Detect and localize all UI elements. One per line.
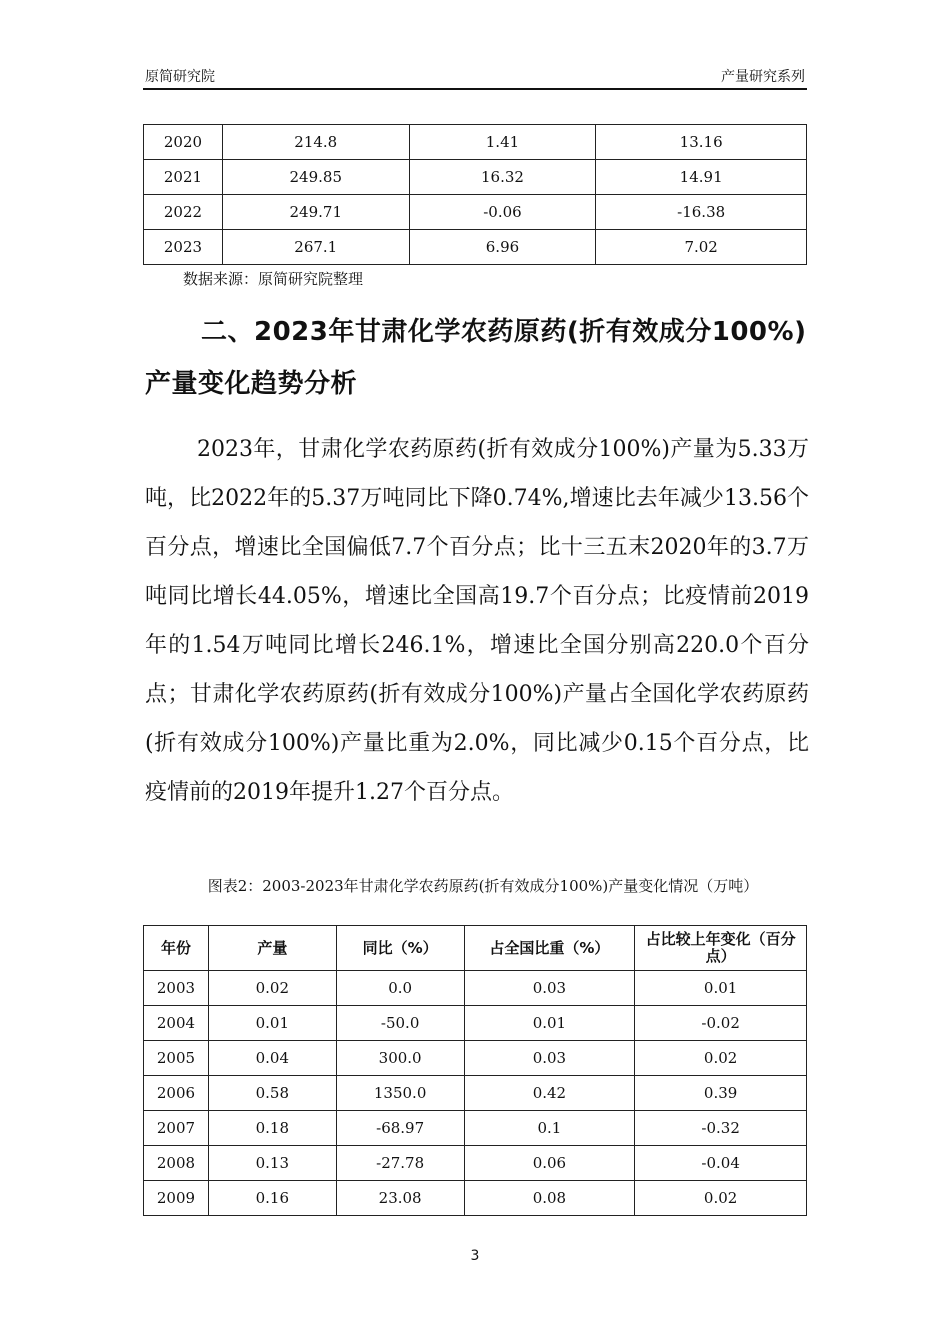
table-cell: 2007 — [144, 1111, 209, 1146]
header-right: 产量研究系列 — [721, 69, 805, 85]
table-row — [144, 1111, 807, 1146]
table-cell: 0.16 — [208, 1181, 336, 1216]
table-cell: 2006 — [144, 1076, 209, 1111]
table-row — [144, 1006, 807, 1041]
production-table — [143, 925, 807, 1216]
table-cell: 2004 — [144, 1006, 209, 1041]
table-cell: 7.02 — [596, 230, 807, 265]
table-cell: 0.1 — [464, 1111, 635, 1146]
table-cell: 0.03 — [464, 1041, 635, 1076]
table-cell: -0.04 — [635, 1146, 807, 1181]
table-row — [144, 230, 807, 265]
column-header: 占全国比重（%） — [464, 926, 635, 971]
column-header: 年份 — [144, 926, 209, 971]
table-cell: 0.02 — [635, 1041, 807, 1076]
table-row — [144, 971, 807, 1006]
body-paragraph: 2023年，甘肃化学农药原药(折有效成分100%)产量为5.33万吨，比2022年的5.37万吨同比下降0.74%,增速比去年减少13.56个百分点，增速比全国偏低7.7个百分点；比十三五末2020年的3.7万吨同比增长44.05%，增速比全国高19.7个百分点；比疫情前2019年的1.54万吨同比增长246.1%，增速比全国分别高220.0个百分点；甘肃化学农药原药(折有效成分100%)产量占全国化学农药原药(折有效成分100%)产量比重为2.0%，同比减少0.15个百分点，比疫情前的2019年提升1.27个百分点。 — [145, 437, 809, 805]
table-cell: 0.06 — [464, 1146, 635, 1181]
table-cell: 23.08 — [336, 1181, 464, 1216]
header-rule — [143, 88, 807, 90]
table-cell: 0.02 — [635, 1181, 807, 1216]
table-cell: -27.78 — [336, 1146, 464, 1181]
table-row — [144, 1181, 807, 1216]
table-cell: 2022 — [144, 195, 223, 230]
table-cell: 0.08 — [464, 1181, 635, 1216]
data-table-continued — [143, 124, 807, 265]
table-cell: -0.06 — [409, 195, 596, 230]
table-cell: 0.01 — [208, 1006, 336, 1041]
table-row — [144, 160, 807, 195]
table-cell: 0.02 — [208, 971, 336, 1006]
table-cell: 0.42 — [464, 1076, 635, 1111]
table-caption: 图表2：2003-2023年甘肃化学农药原药(折有效成分100%)产量变化情况（万吨） — [207, 877, 759, 895]
table-cell: 0.04 — [208, 1041, 336, 1076]
table-cell: 16.32 — [409, 160, 596, 195]
table-cell: 2008 — [144, 1146, 209, 1181]
table-cell: 0.01 — [635, 971, 807, 1006]
column-header: 占比较上年变化（百分点） — [635, 926, 807, 971]
table-cell: 2023 — [144, 230, 223, 265]
table-cell: 0.39 — [635, 1076, 807, 1111]
data-source-note: 数据来源：原简研究院整理 — [183, 270, 364, 288]
table-cell: 267.1 — [222, 230, 409, 265]
column-header: 产量 — [208, 926, 336, 971]
table-cell: -68.97 — [336, 1111, 464, 1146]
table-cell: 0.58 — [208, 1076, 336, 1111]
table-cell: -0.02 — [635, 1006, 807, 1041]
table-row — [144, 1146, 807, 1181]
table-cell: 249.85 — [222, 160, 409, 195]
table-cell: -16.38 — [596, 195, 807, 230]
table-cell: 0.0 — [336, 971, 464, 1006]
table-cell: 2005 — [144, 1041, 209, 1076]
table-row — [144, 195, 807, 230]
table-cell: 0.03 — [464, 971, 635, 1006]
table-cell: 1.41 — [409, 125, 596, 160]
table-row — [144, 1076, 807, 1111]
table-cell: 300.0 — [336, 1041, 464, 1076]
table-cell: 13.16 — [596, 125, 807, 160]
table-row — [144, 1041, 807, 1076]
table-cell: 0.18 — [208, 1111, 336, 1146]
table-cell: 2020 — [144, 125, 223, 160]
table-cell: -0.32 — [635, 1111, 807, 1146]
column-header: 同比（%） — [336, 926, 464, 971]
table-cell: 2003 — [144, 971, 209, 1006]
table-cell: 2021 — [144, 160, 223, 195]
header-left: 原简研究院 — [145, 69, 215, 85]
table-cell: 214.8 — [222, 125, 409, 160]
table-cell: 6.96 — [409, 230, 596, 265]
table-cell: 1350.0 — [336, 1076, 464, 1111]
table-row — [144, 125, 807, 160]
section-title: 二、2023年甘肃化学农药原药(折有效成分100%)产量变化趋势分析 — [145, 317, 807, 399]
table-cell: -50.0 — [336, 1006, 464, 1041]
page-number: 3 — [470, 1248, 480, 1264]
table-cell: 0.01 — [464, 1006, 635, 1041]
table-cell: 249.71 — [222, 195, 409, 230]
table-header-row — [144, 926, 807, 971]
table-cell: 14.91 — [596, 160, 807, 195]
table-cell: 0.13 — [208, 1146, 336, 1181]
table-cell: 2009 — [144, 1181, 209, 1216]
